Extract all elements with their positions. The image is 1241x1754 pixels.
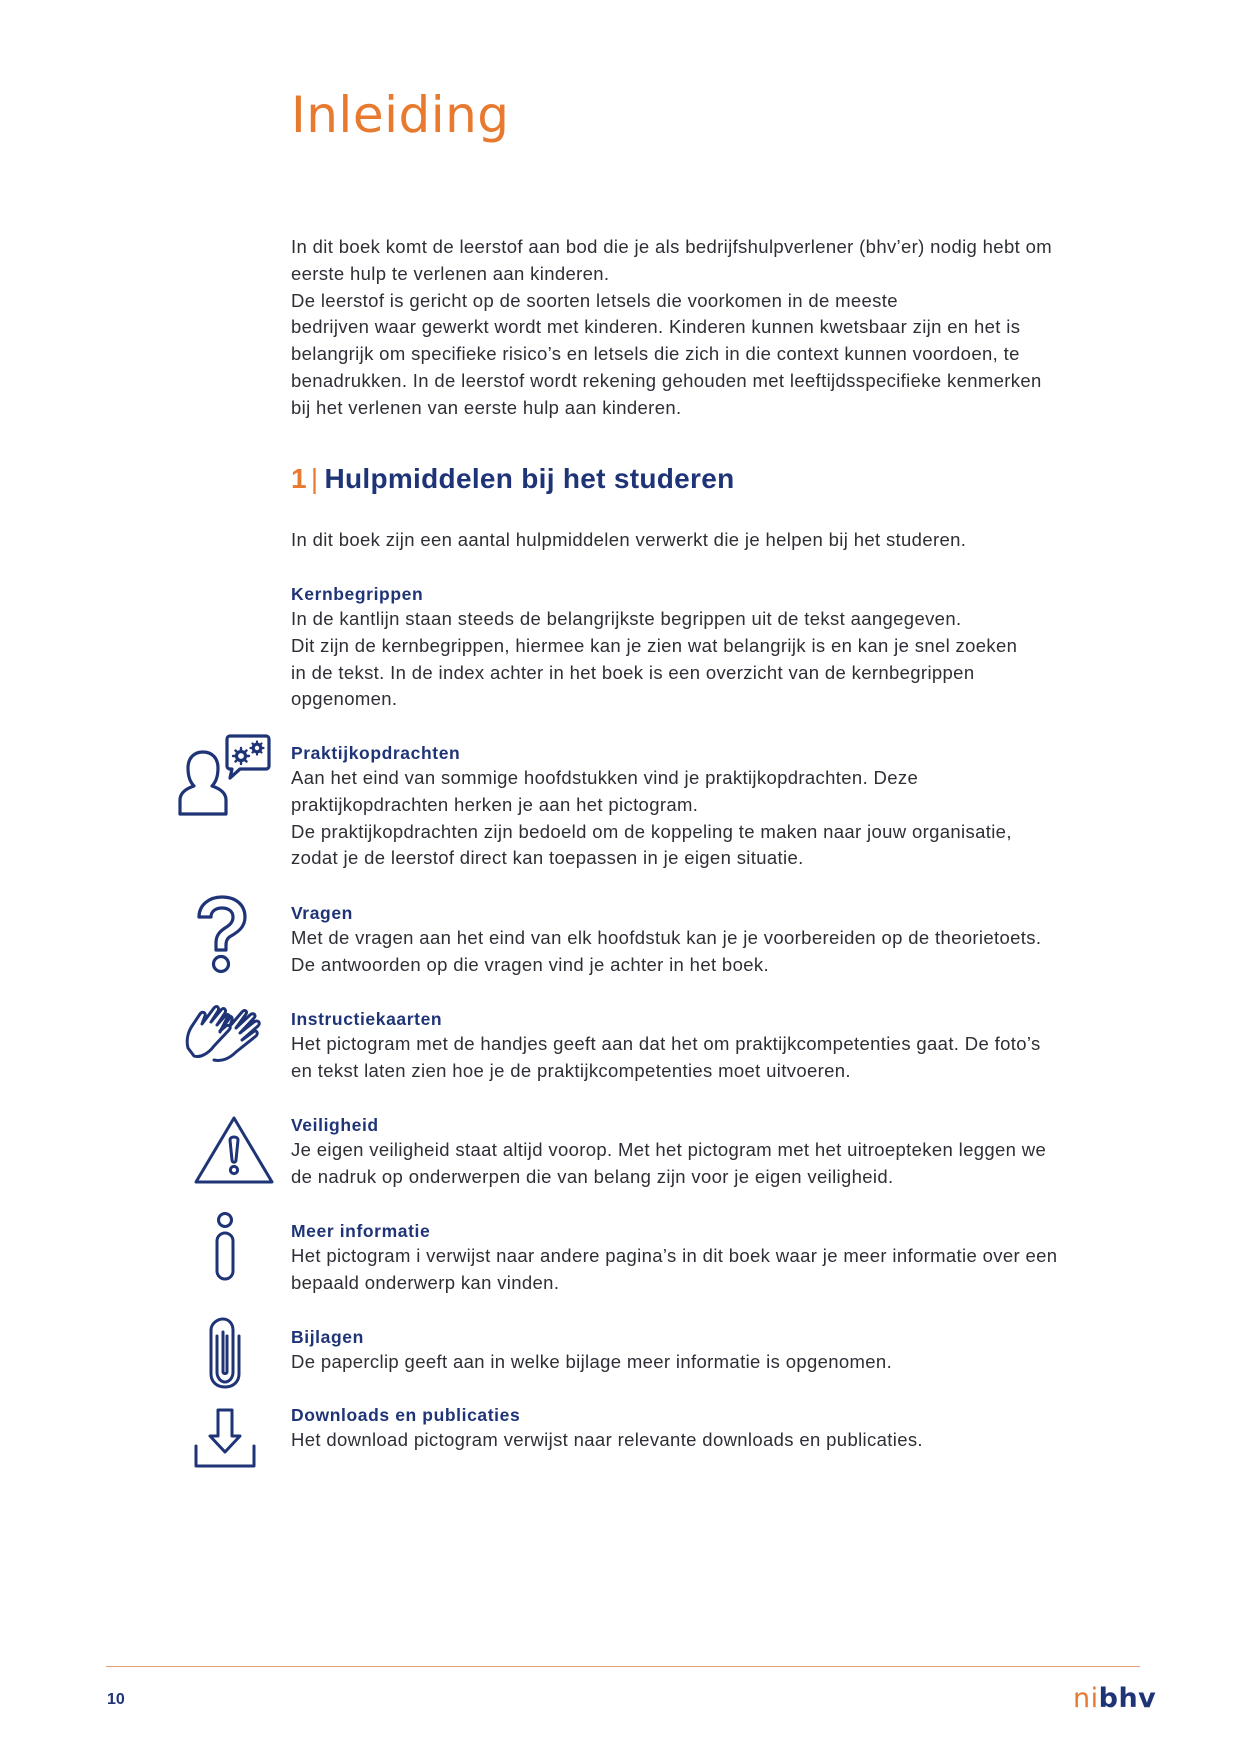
item-heading: Praktijkopdrachten: [291, 743, 461, 763]
section-title: Hulpmiddelen bij het studeren: [324, 463, 735, 494]
intro-text: In dit boek komt de leerstof aan bod die je als bedrijfshulpverlener (bhv’er) nodig hebt om eerste hulp te verlenen aan kinderen. De leerstof is gericht op de soorten letsels die voorkomen in de meeste bedrijven waar gewerkt wordt met kinderen. Kinderen kunnen kwetsbaar zijn en het is belangrijk om specifieke risico’s en letsels die zich in die context kunnen voordoen, te benadrukken. In de leerstof wordt rekening gehouden met leeftijdsspecifieke kenmerken bij het verlenen van eerste hulp aan kinderen.: [291, 236, 1052, 418]
hands-icon: [184, 1002, 266, 1064]
list-item-veiligheid: [291, 1113, 1161, 1191]
item-text: Met de vragen aan het eind van elk hoofdstuk kan je je voorbereiden op de theorietoets. De antwoorden op die vragen vind je achter in het boek.: [291, 927, 1042, 975]
item-heading: Veiligheid: [291, 1115, 379, 1135]
list-item-vragen: [291, 901, 1161, 979]
page-title: Inleiding: [291, 86, 510, 144]
item-heading: Downloads en publicaties: [291, 1405, 521, 1425]
logo-bhv: bhv: [1098, 1683, 1157, 1714]
item-text: Het download pictogram verwijst naar relevante downloads en publicaties.: [291, 1429, 923, 1450]
list-item-kernbegrippen: [291, 582, 1161, 713]
list-item-meer-informatie: [291, 1219, 1161, 1297]
footer-divider: [106, 1666, 1140, 1667]
item-text: De paperclip geeft aan in welke bijlage meer informatie is opgenomen.: [291, 1351, 893, 1372]
question-mark-icon: [196, 895, 248, 975]
item-heading: Instructiekaarten: [291, 1009, 443, 1029]
list-item-downloads-en-publicaties: [291, 1403, 1161, 1454]
section-heading: [291, 463, 735, 495]
list-item-instructiekaarten: [291, 1007, 1161, 1085]
list-item-bijlagen: [291, 1325, 1161, 1376]
paperclip-icon: [206, 1316, 244, 1390]
page-number: 10: [107, 1691, 125, 1708]
item-text: Aan het eind van sommige hoofdstukken vind je praktijkopdrachten. Deze praktijkopdrachten herken je aan het pictogram. De praktijkopdrachten zijn bedoeld om de koppeling te maken naar jouw organisatie, zodat je de leerstof direct kan toepassen in je eigen situatie.: [291, 767, 1012, 869]
info-icon: [213, 1212, 237, 1282]
list-item-praktijkopdrachten: [291, 741, 1161, 872]
item-text: In de kantlijn staan steeds de belangrijkste begrippen uit de tekst aangegeven. Dit zijn de kernbegrippen, hiermee kan je zien wat belangrijk is en kan je snel zoeken in de tekst. In de index achter in het boek is een overzicht van de kernbegrippen opgenomen.: [291, 608, 1018, 710]
logo-ni: ni: [1073, 1683, 1099, 1714]
brand-logo: [1073, 1683, 1156, 1714]
item-heading: Bijlagen: [291, 1327, 364, 1347]
section-intro: [291, 527, 1161, 554]
item-text: Het pictogram i verwijst naar andere pagina’s in dit boek waar je meer informatie over een bepaald onderwerp kan vinden.: [291, 1245, 1058, 1293]
download-icon: [194, 1408, 256, 1470]
item-heading: Meer informatie: [291, 1221, 431, 1241]
item-text: Het pictogram met de handjes geeft aan dat het om praktijkcompetenties gaat. De foto’s en tekst laten zien hoe je de praktijkcompetenties moet uitvoeren.: [291, 1033, 1041, 1081]
warning-triangle-icon: [194, 1116, 274, 1184]
item-heading: Vragen: [291, 903, 353, 923]
item-text: Je eigen veiligheid staat altijd voorop. Met het pictogram met het uitroepteken leggen we de nadruk op onderwerpen die van belang zijn voor je eigen veiligheid.: [291, 1139, 1047, 1187]
section-separator: |: [310, 463, 319, 494]
section-intro-text: In dit boek zijn een aantal hulpmiddelen verwerkt die je helpen bij het studeren.: [291, 529, 967, 550]
item-heading: Kernbegrippen: [291, 584, 424, 604]
person-speech-gears-icon: [178, 734, 272, 818]
intro-paragraph: [291, 234, 1161, 422]
section-number: 1: [291, 463, 307, 494]
